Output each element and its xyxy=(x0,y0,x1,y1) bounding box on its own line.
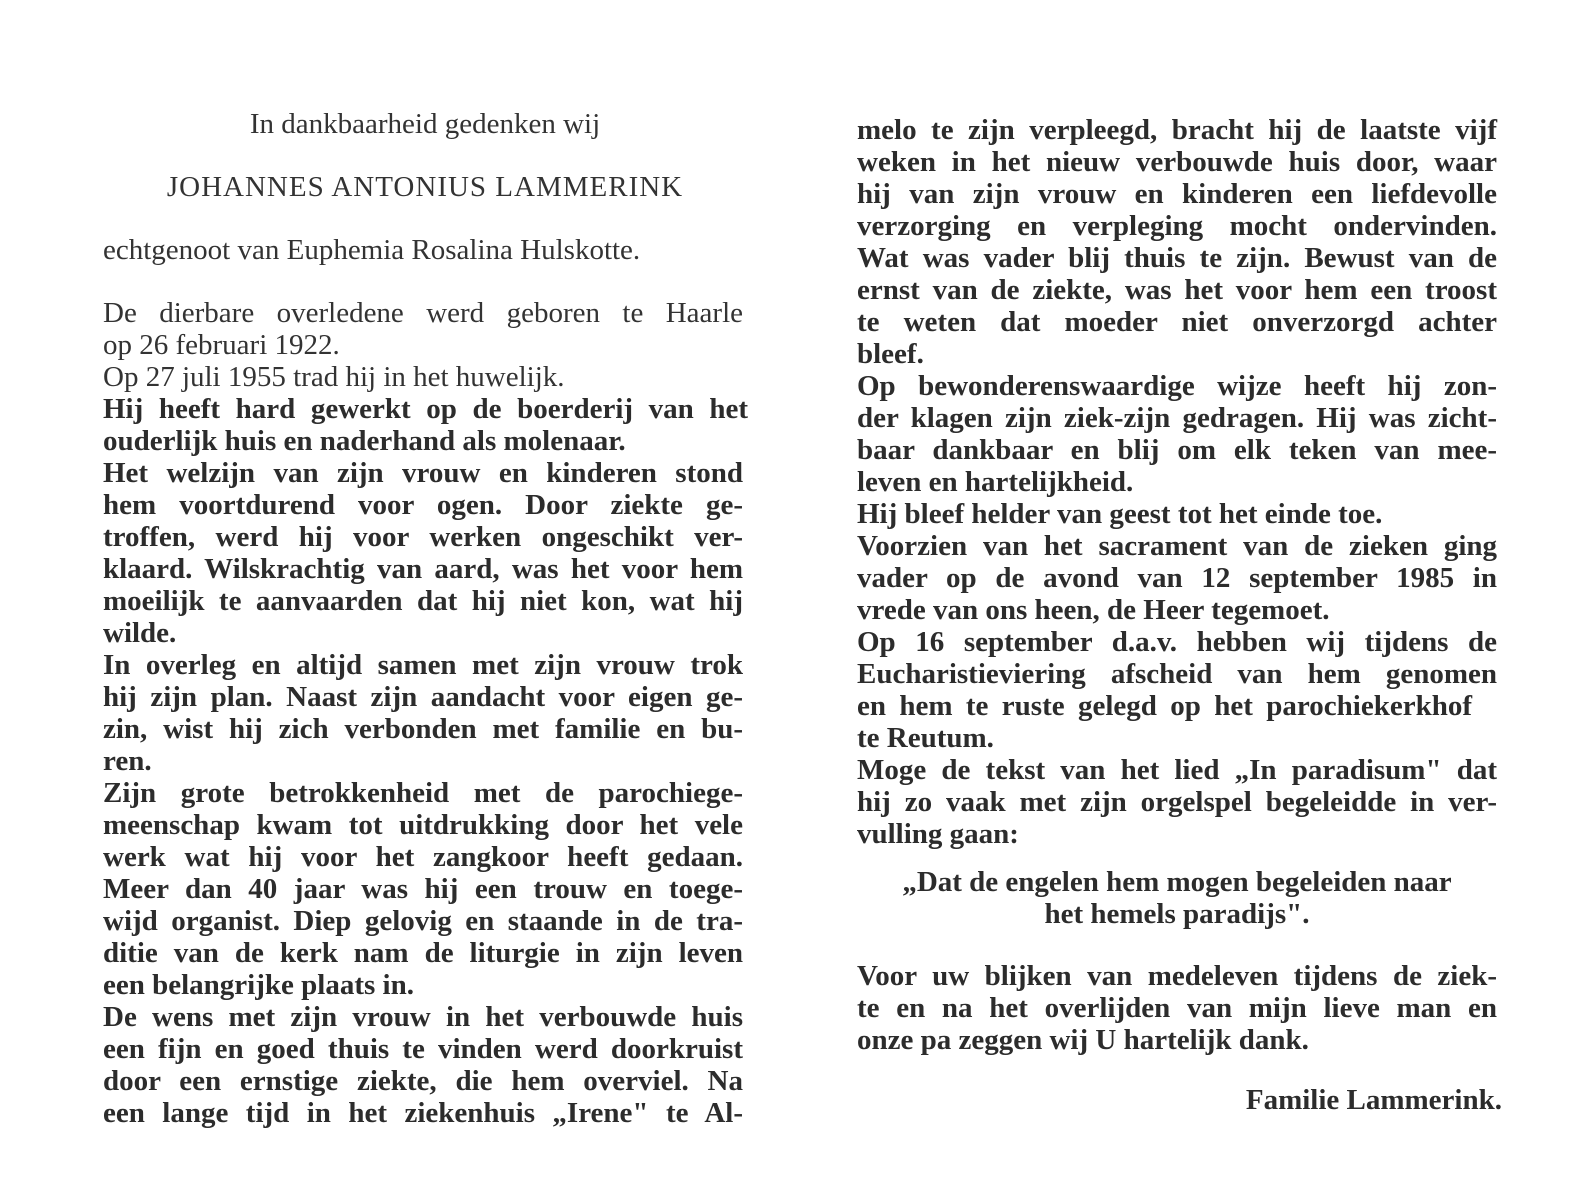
text-line: ditie van de kerk nam de liturgie in zijn leven xyxy=(103,937,743,969)
text-line: hem voortdurend voor ogen. Door ziekte ge- xyxy=(103,489,743,521)
text-line: ernst van de ziekte, was het voor hem een troost xyxy=(857,274,1497,306)
text-line: hij van zijn vrouw en kinderen een liefdevolle xyxy=(857,178,1497,210)
text-line: klaard. Wilskrachtig van aard, was het voor hem xyxy=(103,553,743,585)
text-line: een belangrijke plaats in. xyxy=(103,969,414,1001)
text-line: verzorging en verpleging mocht ondervinden. xyxy=(857,210,1497,242)
text-line: Meer dan 40 jaar was hij een trouw en toege- xyxy=(103,873,743,905)
text-line: en hem te ruste gelegd op het parochiekerkhof xyxy=(857,690,1472,722)
right-page xyxy=(787,0,1574,1200)
text-line: op 26 februari 1922. xyxy=(103,329,340,361)
text-line: moeilijk te aanvaarden dat hij niet kon, wat hij xyxy=(103,585,743,617)
text-line: werk wat hij voor het zangkoor heeft gedaan. xyxy=(103,841,743,873)
text-line: ren. xyxy=(103,745,152,777)
text-line: De dierbare overledene werd geboren te Haarle xyxy=(103,297,743,329)
deceased-name: JOHANNES ANTONIUS LAMMERINK xyxy=(166,171,684,203)
text-line: Hij bleef helder van geest tot het einde toe. xyxy=(857,498,1383,530)
text-line: leven en hartelijkheid. xyxy=(857,466,1134,498)
text-line: vrede van ons heen, de Heer tegemoet. xyxy=(857,594,1330,626)
text-line: der klagen zijn ziek-zijn gedragen. Hij was zicht- xyxy=(857,402,1497,434)
text-line: een lange tijd in het ziekenhuis „Irene" te Al- xyxy=(103,1097,743,1129)
text-line: Wat was vader blij thuis te zijn. Bewust van de xyxy=(857,242,1497,274)
text-line: In overleg en altijd samen met zijn vrouw trok xyxy=(103,649,743,681)
heading: In dankbaarheid gedenken wij xyxy=(249,108,601,140)
text-line: Op 27 juli 1955 trad hij in het huwelijk. xyxy=(103,361,565,393)
text-line: Op bewonderenswaardige wijze heeft hij zon- xyxy=(857,370,1497,402)
text-line: Voorzien van het sacrament van de zieken ging xyxy=(857,530,1497,562)
text-line: meenschap kwam tot uitdrukking door het vele xyxy=(103,809,743,841)
text-line: De wens met zijn vrouw in het verbouwde huis xyxy=(103,1001,743,1033)
text-line: Het welzijn van zijn vrouw en kinderen stond xyxy=(103,457,743,489)
text-line: Hij heeft hard gewerkt op de boerderij van het xyxy=(103,393,748,425)
text-line: te weten dat moeder niet onverzorgd achter xyxy=(857,306,1497,338)
text-line: Eucharistieviering afscheid van hem genomen xyxy=(857,658,1497,690)
text-line: wilde. xyxy=(103,617,177,649)
signature: Familie Lammerink. xyxy=(1245,1084,1502,1116)
quote-line: „Dat de engelen hem mogen begeleiden naar xyxy=(902,866,1452,898)
text-line: weken in het nieuw verbouwde huis door, waar xyxy=(857,146,1497,178)
thanks-line: te en na het overlijden van mijn lieve man en xyxy=(857,992,1497,1024)
text-line: bleef. xyxy=(857,338,924,370)
text-line: Moge de tekst van het lied „In paradisum" dat xyxy=(857,754,1497,786)
text-line: een fijn en goed thuis te vinden werd doorkruist xyxy=(103,1033,743,1065)
text-line: door een ernstige ziekte, die hem overviel. Na xyxy=(103,1065,743,1097)
text-line: te Reutum. xyxy=(857,722,994,754)
text-line: zin, wist hij zich verbonden met familie en bu- xyxy=(103,713,743,745)
thanks-line: Voor uw blijken van medeleven tijdens de ziek- xyxy=(857,960,1497,992)
text-line: ouderlijk huis en naderhand als molenaar. xyxy=(103,425,626,457)
text-line: hij zo vaak met zijn orgelspel begeleidde in ver- xyxy=(857,786,1497,818)
text-line: Zijn grote betrokkenheid met de parochiege- xyxy=(103,777,743,809)
text-line: baar dankbaar en blij om elk teken van mee- xyxy=(857,434,1497,466)
text-line: melo te zijn verpleegd, bracht hij de laatste vijf xyxy=(857,114,1497,146)
spouse-line: echtgenoot van Euphemia Rosalina Hulskotte. xyxy=(103,234,641,266)
text-line: Op 16 september d.a.v. hebben wij tijdens de xyxy=(857,626,1497,658)
quote-line: het hemels paradijs". xyxy=(1044,898,1310,930)
text-line: troffen, werd hij voor werken ongeschikt ver- xyxy=(103,521,743,553)
text-line: wijd organist. Diep gelovig en staande in de tra- xyxy=(103,905,743,937)
text-line: hij zijn plan. Naast zijn aandacht voor eigen ge- xyxy=(103,681,743,713)
text-line: vader op de avond van 12 september 1985 in xyxy=(857,562,1497,594)
text-line: vulling gaan: xyxy=(857,818,1019,850)
thanks-line: onze pa zeggen wij U hartelijk dank. xyxy=(857,1024,1309,1056)
